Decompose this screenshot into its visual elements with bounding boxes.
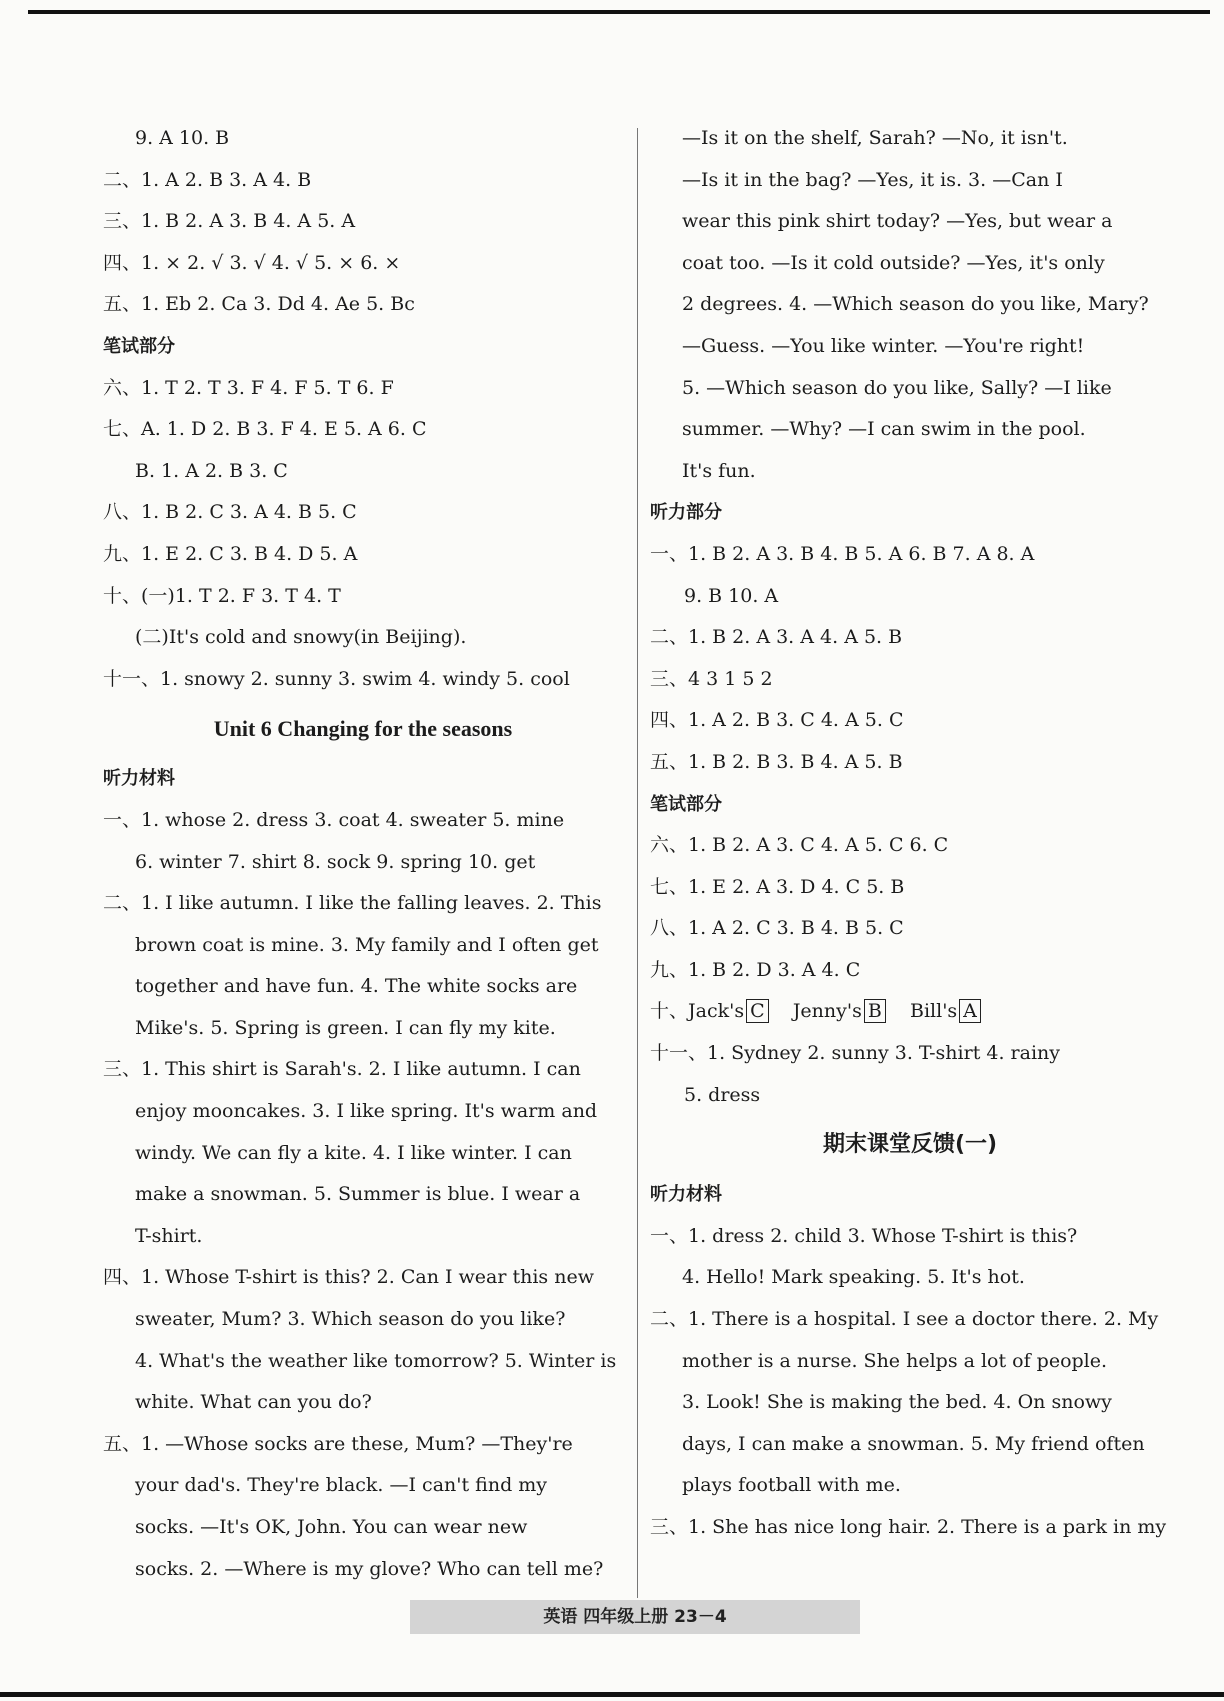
answer-line: socks. 2. —Where is my glove? Who can tell me? xyxy=(135,1557,604,1580)
answer-line: 五、1. B 2. B 3. B 4. A 5. B xyxy=(650,750,903,773)
answer-line: socks. —It's OK, John. You can wear new xyxy=(135,1516,528,1538)
bottom-rule xyxy=(0,1692,1224,1697)
answer-line: wear this pink shirt today? —Yes, but wear a xyxy=(682,210,1113,233)
answer-line: Mike's. 5. Spring is green. I can fly my kite. xyxy=(135,1016,556,1039)
answer-line: 二、1. I like autumn. I like the falling leaves. 2. This xyxy=(103,892,602,915)
answer-line: 二、1. B 2. A 3. A 4. A 5. B xyxy=(650,626,903,649)
column-divider xyxy=(637,128,638,1598)
answer-line: your dad's. They're black. —I can't find my xyxy=(135,1474,548,1497)
unit-title: Unit 6 Changing for the seasons xyxy=(213,716,513,742)
section-heading: 听力部分 xyxy=(650,502,722,524)
answer-line: 三、4 3 1 5 2 xyxy=(650,667,773,690)
answer-line: brown coat is mine. 3. My family and I often get xyxy=(135,933,599,956)
matching-prefix: 十、 xyxy=(650,1000,689,1023)
answer-line: days, I can make a snowman. 5. My friend often xyxy=(682,1432,1145,1455)
exam-title: 期末课堂反馈(一) xyxy=(822,1132,998,1158)
answer-line: —Is it on the shelf, Sarah? —No, it isn't. xyxy=(682,127,1068,149)
matching-answer-box: A xyxy=(959,999,981,1023)
matching-item-name: Jenny's xyxy=(792,1000,862,1023)
answer-line: 六、1. B 2. A 3. C 4. A 5. C 6. C xyxy=(650,834,949,857)
answer-line: —Is it in the bag? —Yes, it is. 3. —Can I xyxy=(682,168,1063,191)
answer-line: 四、1. × 2. √ 3. √ 4. √ 5. × 6. × xyxy=(103,251,401,274)
answer-line: 三、1. This shirt is Sarah's. 2. I like autumn. I can xyxy=(103,1058,581,1081)
answer-line: summer. —Why? —I can swim in the pool. xyxy=(682,418,1086,441)
answer-line: 二、1. There is a hospital. I see a doctor there. 2. My xyxy=(650,1308,1159,1331)
matching-answer-box: B xyxy=(864,999,886,1023)
answer-line: 一、1. whose 2. dress 3. coat 4. sweater 5. mine xyxy=(103,808,565,831)
section-heading: 笔试部分 xyxy=(650,793,722,815)
answer-line: 四、1. Whose T-shirt is this? 2. Can I wear this new xyxy=(103,1266,594,1289)
section-heading: 听力材料 xyxy=(103,768,175,790)
answer-line: B. 1. A 2. B 3. C xyxy=(135,459,288,482)
answer-line: 2 degrees. 4. —Which season do you like, Mary? xyxy=(682,293,1149,316)
right-column xyxy=(650,118,1170,1549)
answer-line: 9. A 10. B xyxy=(135,127,230,149)
answer-line: 十一、1. Sydney 2. sunny 3. T-shirt 4. rainy xyxy=(650,1042,1060,1065)
answer-line: 五、1. Eb 2. Ca 3. Dd 4. Ae 5. Bc xyxy=(103,293,415,316)
answer-line: 二、1. A 2. B 3. A 4. B xyxy=(103,168,312,191)
answer-line: 八、1. A 2. C 3. B 4. B 5. C xyxy=(650,917,904,940)
answer-line: 9. B 10. A xyxy=(684,584,779,607)
answer-line: 六、1. T 2. T 3. F 4. F 5. T 6. F xyxy=(103,376,394,399)
answer-line: mother is a nurse. She helps a lot of people. xyxy=(682,1349,1108,1372)
answer-line: 6. winter 7. shirt 8. sock 9. spring 10. get xyxy=(135,850,536,873)
answer-line: 十、(一)1. T 2. F 3. T 4. T xyxy=(103,584,341,607)
answer-line: make a snowman. 5. Summer is blue. I wear a xyxy=(135,1183,581,1206)
answer-line: sweater, Mum? 3. Which season do you like? xyxy=(135,1308,566,1331)
answer-line: 3. Look! She is making the bed. 4. On snowy xyxy=(682,1391,1112,1414)
answer-line: together and have fun. 4. The white socks are xyxy=(135,975,578,998)
answer-line: 三、1. She has nice long hair. 2. There is a park in my xyxy=(650,1516,1167,1538)
answer-line: —Guess. —You like winter. —You're right! xyxy=(682,334,1085,357)
answer-line: 八、1. B 2. C 3. A 4. B 5. C xyxy=(103,501,357,524)
answer-line: 七、1. E 2. A 3. D 4. C 5. B xyxy=(650,875,905,898)
answer-line: 七、A. 1. D 2. B 3. F 4. E 5. A 6. C xyxy=(103,418,427,441)
answer-line: It's fun. xyxy=(682,459,756,482)
answer-line: 十一、1. snowy 2. sunny 3. swim 4. windy 5. cool xyxy=(103,667,570,690)
answer-line: 九、1. B 2. D 3. A 4. C xyxy=(650,958,861,981)
answer-line: 4. What's the weather like tomorrow? 5. Winter is xyxy=(135,1349,617,1372)
matching-answer-line xyxy=(650,991,1170,1033)
answer-line: 一、1. dress 2. child 3. Whose T-shirt is this? xyxy=(650,1224,1078,1247)
answer-line: T-shirt. xyxy=(135,1224,203,1247)
answer-line: 九、1. E 2. C 3. B 4. D 5. A xyxy=(103,542,358,565)
answer-line: windy. We can fly a kite. 4. I like winter. I can xyxy=(135,1141,572,1164)
answer-line: 三、1. B 2. A 3. B 4. A 5. A xyxy=(103,210,356,233)
top-rule xyxy=(28,10,1210,14)
left-column xyxy=(103,118,623,1590)
answer-line: enjoy mooncakes. 3. I like spring. It's warm and xyxy=(135,1100,598,1123)
page-footer: 英语 四年级上册 23－4 xyxy=(410,1600,860,1634)
answer-line: 5. dress xyxy=(684,1083,761,1106)
answer-line: 一、1. B 2. A 3. B 4. B 5. A 6. B 7. A 8. A xyxy=(650,542,1035,565)
section-heading: 听力材料 xyxy=(650,1184,722,1206)
answer-line: (二)It's cold and snowy(in Beijing). xyxy=(135,626,467,649)
answer-line: 4. Hello! Mark speaking. 5. It's hot. xyxy=(682,1266,1025,1289)
answer-line: white. What can you do? xyxy=(135,1391,372,1414)
answer-line: coat too. —Is it cold outside? —Yes, it's only xyxy=(682,251,1105,274)
matching-answer-box: C xyxy=(746,999,769,1023)
matching-item-name: Jack's xyxy=(688,1000,745,1023)
answer-line: 四、1. A 2. B 3. C 4. A 5. C xyxy=(650,709,904,732)
answer-line: 五、1. —Whose socks are these, Mum? —They're xyxy=(103,1432,573,1455)
answer-line: plays football with me. xyxy=(682,1474,901,1497)
answer-line: 5. —Which season do you like, Sally? —I like xyxy=(682,376,1112,399)
matching-item-name: Bill's xyxy=(910,1000,958,1023)
section-heading: 笔试部分 xyxy=(103,335,175,357)
